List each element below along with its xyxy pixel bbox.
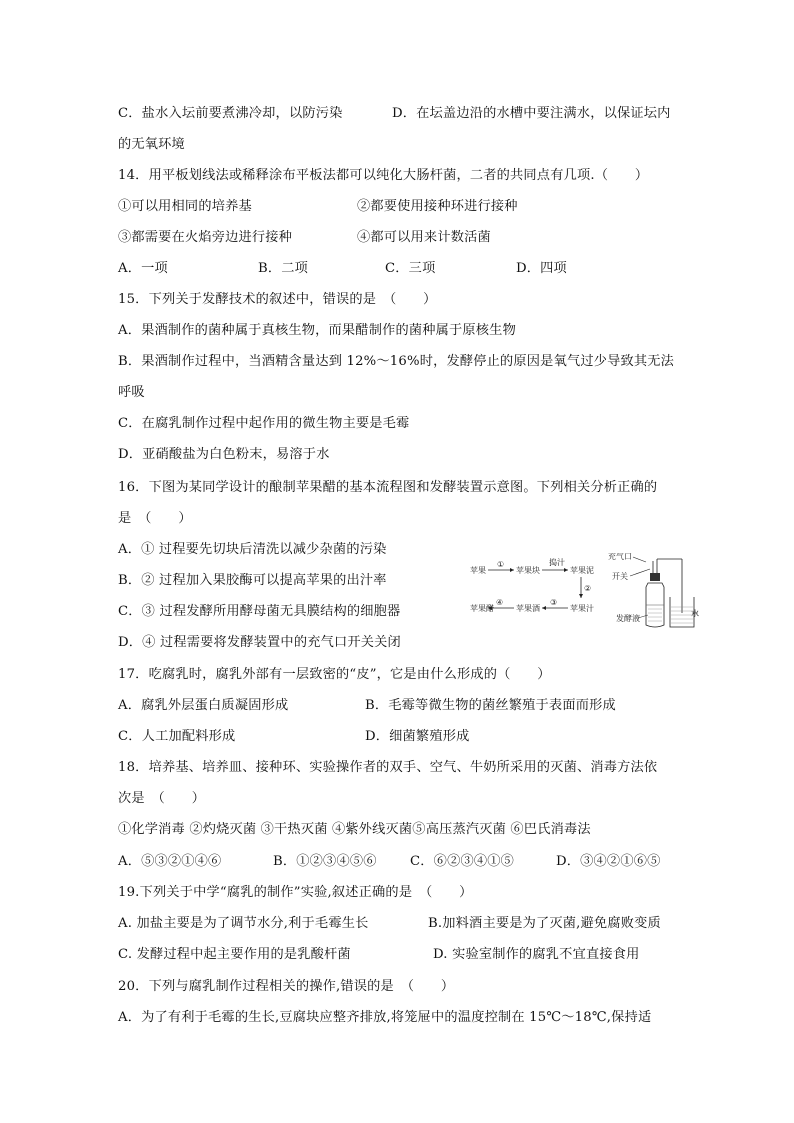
label-inlet: 充气口 <box>608 553 632 561</box>
q14-stmt-4: ④都可以用来计数活菌 <box>357 230 491 245</box>
q15-option-d: D．亚硝酸盐为白色粉末，易溶于水 <box>118 447 330 462</box>
bottle-stopper <box>650 573 660 581</box>
q15-option-c: C．在腐乳制作过程中起作用的微生物主要是毛霉 <box>118 416 410 431</box>
q18-option-c: C．⑥②③④①⑤ <box>410 854 515 869</box>
q18-option-a: A．⑤③②①④⑥ <box>118 854 222 869</box>
label-puree: 苹果泥 <box>570 566 594 575</box>
q17-option-d: D．细菌繁殖形成 <box>365 729 470 744</box>
q19-option-c: C. 发酵过程中起主要作用的是乳酸杆菌 <box>118 947 351 962</box>
q16-option-a: A．① 过程要先切块后清洗以减少杂菌的污染 <box>118 542 387 557</box>
q19-option-b: B.加料酒主要是为了灭菌,避免腐败变质 <box>428 916 661 931</box>
label-apple: 苹果 <box>470 566 486 575</box>
q15-option-b-cont: 呼吸 <box>118 385 145 400</box>
label-juice: 苹果汁 <box>570 604 594 613</box>
question-15: 15．下列关于发酵技术的叙述中，错误的是 （ ） <box>118 292 437 307</box>
q14-stmt-1: ①可以用相同的培养基 <box>118 199 252 214</box>
apple-vinegar-diagram <box>470 553 700 633</box>
q19-option-a: A. 加盐主要是为了调节水分,利于毛霉生长 <box>118 916 369 931</box>
q13-option-d: D．在坛盖边沿的水槽中要注满水，以保证坛内 <box>392 106 671 121</box>
q14-stmt-3: ③都需要在火焰旁边进行接种 <box>118 230 293 245</box>
label-wine: 苹果酒 <box>516 604 540 613</box>
label-crush: 捣汁 <box>549 558 565 567</box>
q17-option-c: C．人工加配料形成 <box>118 729 236 744</box>
question-14: 14．用平板划线法或稀释涂布平板法都可以纯化大肠杆菌，二者的共同点有几项.（ ） <box>118 168 649 183</box>
question-18-cont: 次是 （ ） <box>118 791 206 806</box>
question-17: 17．吃腐乳时，腐乳外部有一层致密的“皮”，它是由什么形成的（ ） <box>118 667 551 682</box>
q14-option-d: D．四项 <box>516 261 567 276</box>
question-19: 19.下列关于中学“腐乳的制作”实验,叙述正确的是 （ ） <box>118 885 473 900</box>
label-water: 水 <box>691 609 699 618</box>
question-20: 20．下列与腐乳制作过程相关的操作,错误的是 （ ） <box>118 979 455 994</box>
q17-option-a: A．腐乳外层蛋白质凝固形成 <box>118 698 289 713</box>
q20-option-a: A．为了有利于毛霉的生长,豆腐块应整齐排放,将笼屉中的温度控制在 15℃～18℃,保持适 <box>118 1010 652 1025</box>
q15-option-b: B．果酒制作过程中，当酒精含量达到 12%～16%时，发酵停止的原因是氧气过少导致其无法 <box>118 354 675 369</box>
label-step1: ① <box>497 560 505 569</box>
q14-option-c: C．三项 <box>385 261 436 276</box>
question-16-cont: 是 （ ） <box>118 511 192 526</box>
label-vinegar: 苹果醋 <box>470 604 494 613</box>
q13-option-c: C．盐水入坛前要煮沸冷却，以防污染 <box>118 106 343 121</box>
label-step4: ④ <box>496 598 504 607</box>
q16-option-c: C．③ 过程发酵所用酵母菌无具膜结构的细胞器 <box>118 604 401 619</box>
label-step3: ③ <box>550 598 558 607</box>
q14-stmt-2: ②都要使用接种环进行接种 <box>357 199 518 214</box>
q16-option-b: B．② 过程加入果胶酶可以提高苹果的出汁率 <box>118 573 387 588</box>
q18-option-d: D．③④②①⑥⑤ <box>556 854 661 869</box>
q16-option-d: D．④ 过程需要将发酵装置中的充气口开关关闭 <box>118 635 401 650</box>
label-apple-pieces: 苹果块 <box>516 566 540 575</box>
question-16: 16．下图为某同学设计的酿制苹果醋的基本流程图和发酵装置示意图。下列相关分析正确的 <box>118 480 658 495</box>
q17-option-b: B．毛霉等微生物的菌丝繁殖于表面而形成 <box>365 698 616 713</box>
q18-option-b: B．①②③④⑤⑥ <box>273 854 377 869</box>
q15-option-a: A．果酒制作的菌种属于真核生物，而果醋制作的菌种属于原核生物 <box>118 323 516 338</box>
label-switch: 开关 <box>612 572 628 581</box>
label-ferment: 发酵液 <box>616 614 640 623</box>
q19-option-d: D. 实验室制作的腐乳不宜直接食用 <box>433 947 640 962</box>
q14-option-a: A．一项 <box>118 261 168 276</box>
label-step2: ② <box>584 584 592 593</box>
q13-option-d-cont: 的无氧环境 <box>118 137 185 152</box>
q18-methods: ①化学消毒 ②灼烧灭菌 ③干热灭菌 ④紫外线灭菌⑤高压蒸汽灭菌 ⑥巴氏消毒法 <box>118 822 591 837</box>
question-18: 18．培养基、培养皿、接种环、实验操作者的双手、空气、牛奶所采用的灭菌、消毒方法依 <box>118 760 658 775</box>
q14-option-b: B．二项 <box>258 261 309 276</box>
